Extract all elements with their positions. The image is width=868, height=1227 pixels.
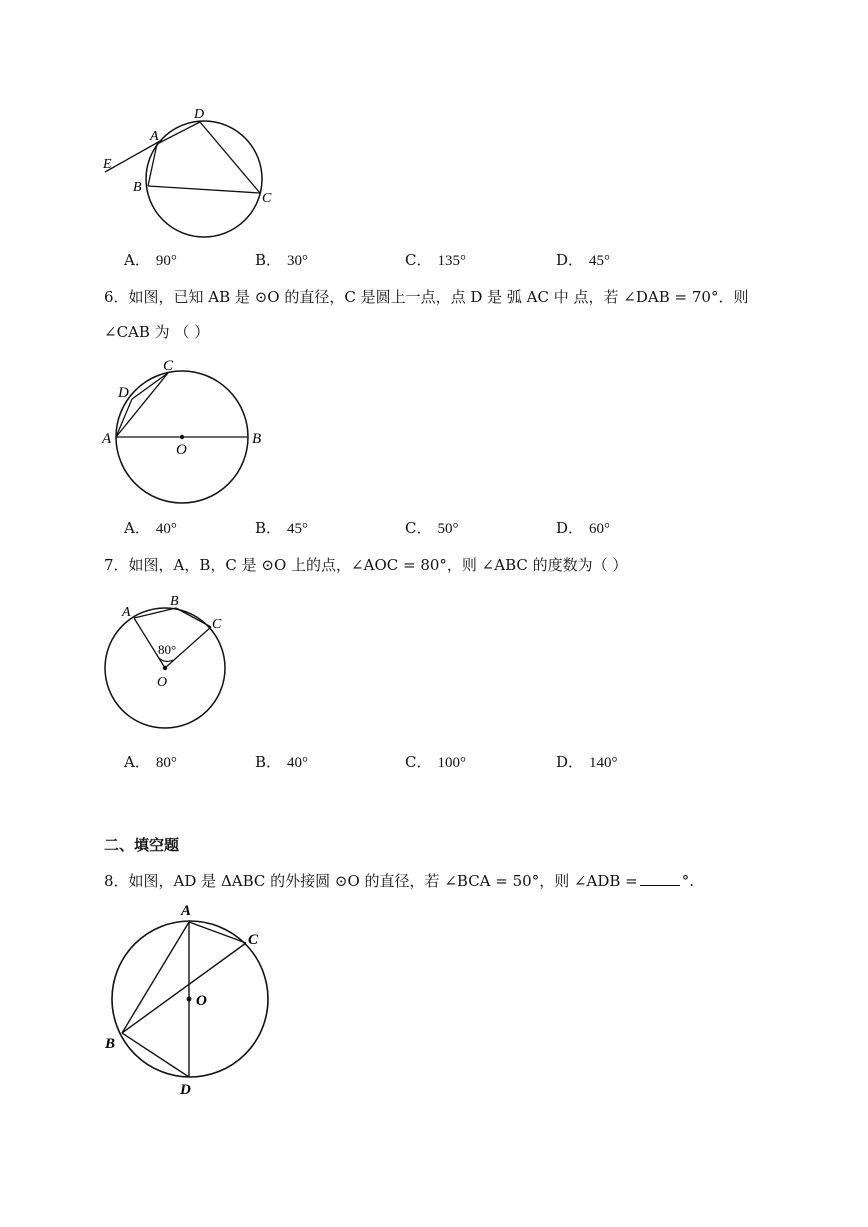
q8-line-BD [122,1033,189,1077]
q7-label-O: O [157,675,168,690]
q8-question [104,871,694,891]
q7-option-c: C． 100° [405,753,466,771]
q6-label-B: B [252,431,262,447]
q6-label-C: C [163,358,174,374]
q8-line-AB [122,922,189,1033]
q5-label-D: D [194,107,205,122]
q8-line-AC [189,922,246,943]
q6-option-b: B． 45° [255,519,309,537]
q6-figure [100,355,270,510]
q5-line-EA [105,140,162,172]
q7-label-C: C [212,617,222,632]
q7-label-B: B [170,594,179,609]
q6-label-D: D [118,385,129,401]
q6-question-line2: ∠CAB 为 （ ） [104,323,210,341]
q7-option-d: D． 140° [556,753,618,771]
q8-label-C: C [248,932,259,948]
q8-figure [100,900,280,1100]
q6-center-dot [180,435,184,439]
q5-label-E: E [103,157,112,172]
q7-option-b: B． 40° [255,753,309,771]
q5-line-DC [200,122,260,193]
q7-angle-label: 80° [158,642,177,657]
q8-label-O: O [196,993,207,1009]
q8-question-text: 8．如图，AD 是 ΔABC 的外接圆 ⊙O 的直径，若 ∠BCA = 50°，则 ∠ADB = [104,872,638,890]
q5-label-A: A [150,129,159,144]
q8-label-D: D [180,1082,191,1098]
q8-line-BC [122,943,246,1033]
q7-center-dot [163,666,167,670]
q8-label-B: B [105,1036,116,1052]
q6-question-line1: 6．如图，已知 AB 是 ⊙O 的直径，C 是圆上一点，点 D 是 弧 AC 中 点，若 ∠DAB = 70°．则 [104,288,749,306]
q5-figure [100,100,280,245]
q7-option-a: A． 80° [124,753,177,771]
q6-label-O: O [176,442,187,458]
q5-line-AD [157,122,200,144]
q5-line-BC [148,186,260,193]
q7-figure [100,592,240,737]
q8-label-A: A [181,903,192,919]
q5-option-b: B． 30° [255,251,309,269]
q5-circle [146,121,262,237]
q5-label-B: B [133,180,142,195]
q5-line-AB [148,144,157,186]
q6-option-a: A． 40° [124,519,177,537]
q7-question: 7．如图，A，B，C 是 ⊙O 上的点，∠AOC = 80°，则 ∠ABC 的度数为（ ） [104,556,628,574]
q6-label-A: A [102,431,112,447]
section-heading: 二、填空题 [104,836,180,854]
q8-answer-blank[interactable] [640,871,680,886]
q6-option-d: D． 60° [556,519,611,537]
q8-question-tail: °. [681,872,695,890]
q5-label-C: C [262,191,272,206]
q6-option-c: C． 50° [405,519,459,537]
q7-line-BC [176,608,211,627]
q5-option-d: D． 45° [556,251,611,269]
q7-label-A: A [122,605,131,620]
q8-center-dot [187,997,192,1002]
q5-option-a: A． 90° [124,251,177,269]
q5-option-c: C． 135° [405,251,466,269]
